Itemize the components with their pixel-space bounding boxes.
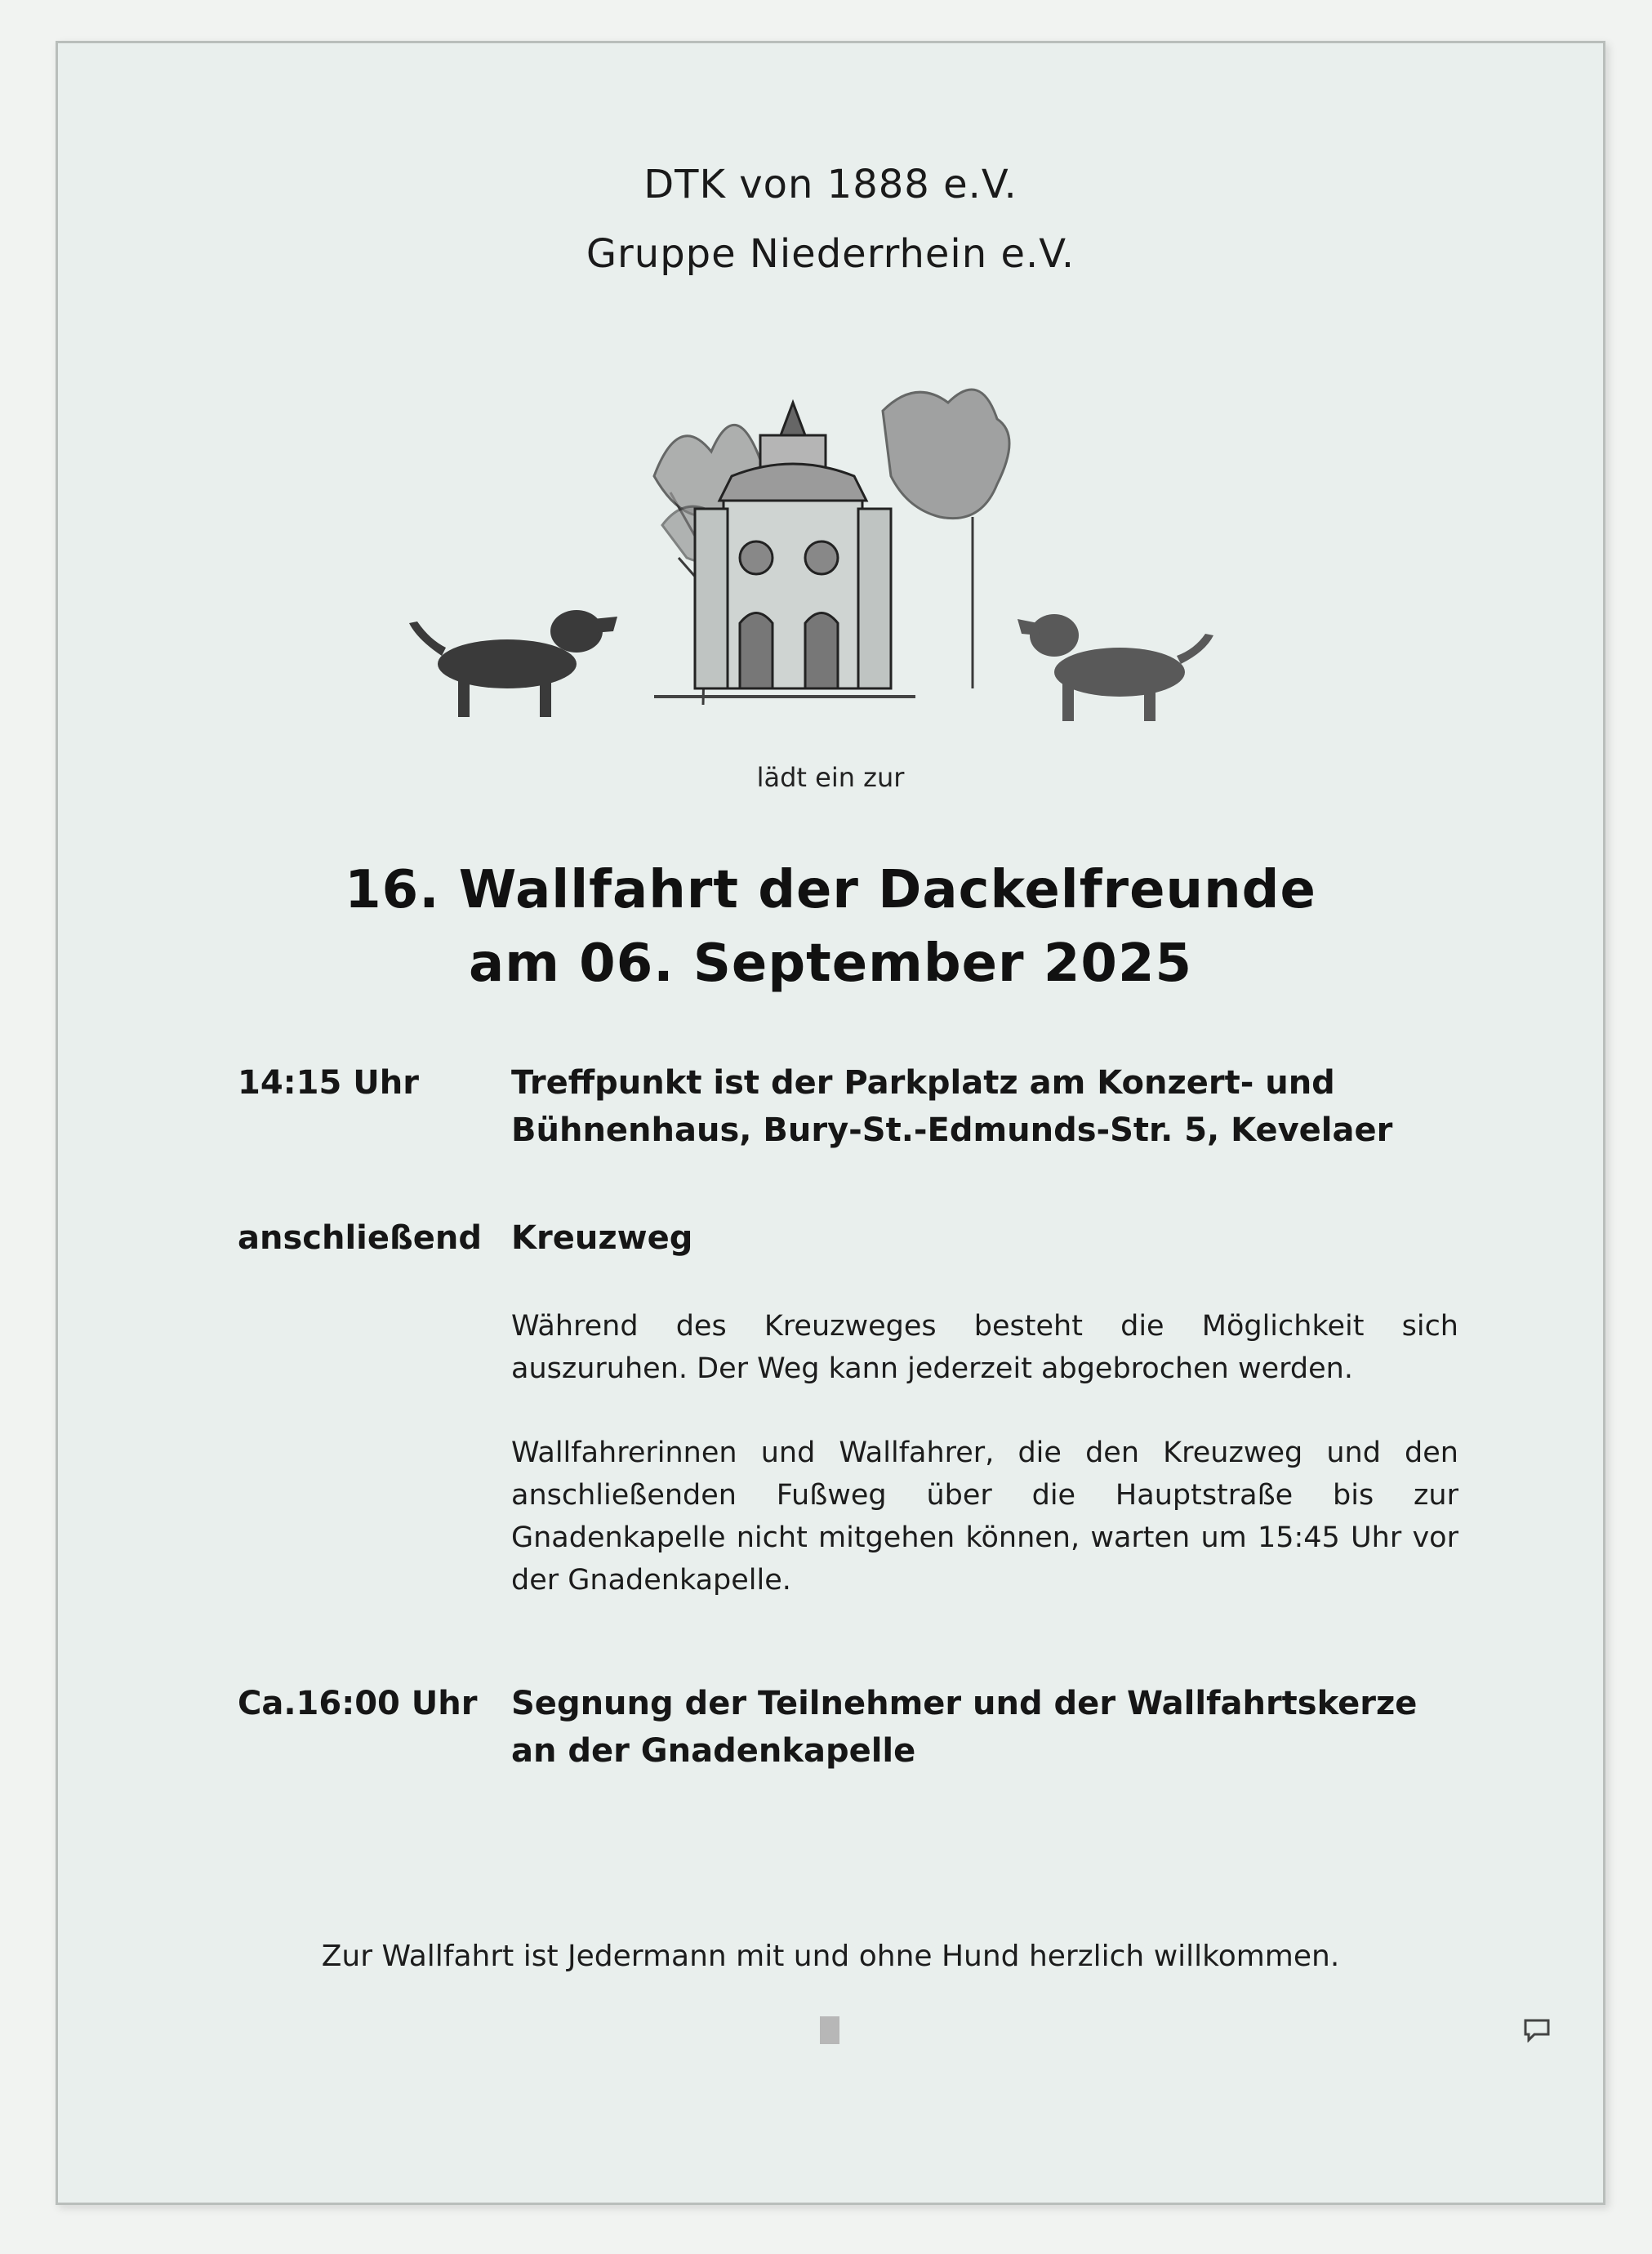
- tree-right-icon: [883, 390, 1009, 688]
- paragraph-waiting: Wallfahrerinnen und Wallfahrer, die den Kreuzweg und den anschließenden Fußweg über die Hauptstraße bis zur Gnadenkapelle nicht mitgehen können, warten um 15:45 Uhr vor der Gnadenkapelle.: [511, 1437, 1458, 1597]
- dachshund-right-icon: [1017, 614, 1213, 721]
- schedule-text-3: [511, 1680, 1458, 1775]
- schedule-text-2: [511, 1214, 1458, 1262]
- event-title: 16. Wallfahrt der Dackelfreunde: [345, 860, 1316, 920]
- event-date: am 06. September 2025: [469, 933, 1192, 994]
- paragraph-rest: Während des Kreuzweges besteht die Möglichkeit sich auszuruhen. Der Weg kann jederzeit abgebrochen werden.: [511, 1310, 1458, 1385]
- schedule-line: Segnung der Teilnehmer und der Wallfahrtskerze: [511, 1685, 1418, 1722]
- schedule-text-1: [511, 1059, 1458, 1154]
- schedule-line: Bühnenhaus, Bury-St.-Edmunds-Str. 5, Kevelaer: [511, 1111, 1393, 1149]
- schedule-line: Kreuzweg: [511, 1219, 693, 1257]
- document-page: [56, 41, 1605, 2205]
- schedule-time-2: anschließend: [238, 1219, 483, 1257]
- closing-text: Zur Wallfahrt ist Jedermann mit und ohne Hund herzlich willkommen.: [321, 1940, 1340, 1973]
- page-marker-icon: [820, 2016, 839, 2044]
- group-name: Gruppe Niederrhein e.V.: [586, 231, 1075, 277]
- chapel-with-dachshunds-illustration: [409, 313, 1267, 770]
- invite-text: lädt ein zur: [756, 762, 905, 793]
- schedule-line: an der Gnadenkapelle: [511, 1732, 916, 1770]
- schedule-line: Treffpunkt ist der Parkplatz am Konzert- und: [511, 1064, 1335, 1102]
- schedule-time-1: 14:15 Uhr: [238, 1064, 419, 1102]
- comment-icon[interactable]: [1523, 2018, 1551, 2042]
- club-name: DTK von 1888 e.V.: [643, 162, 1017, 207]
- dachshund-left-icon: [409, 610, 617, 717]
- schedule-time-3: Ca.16:00 Uhr: [238, 1685, 478, 1722]
